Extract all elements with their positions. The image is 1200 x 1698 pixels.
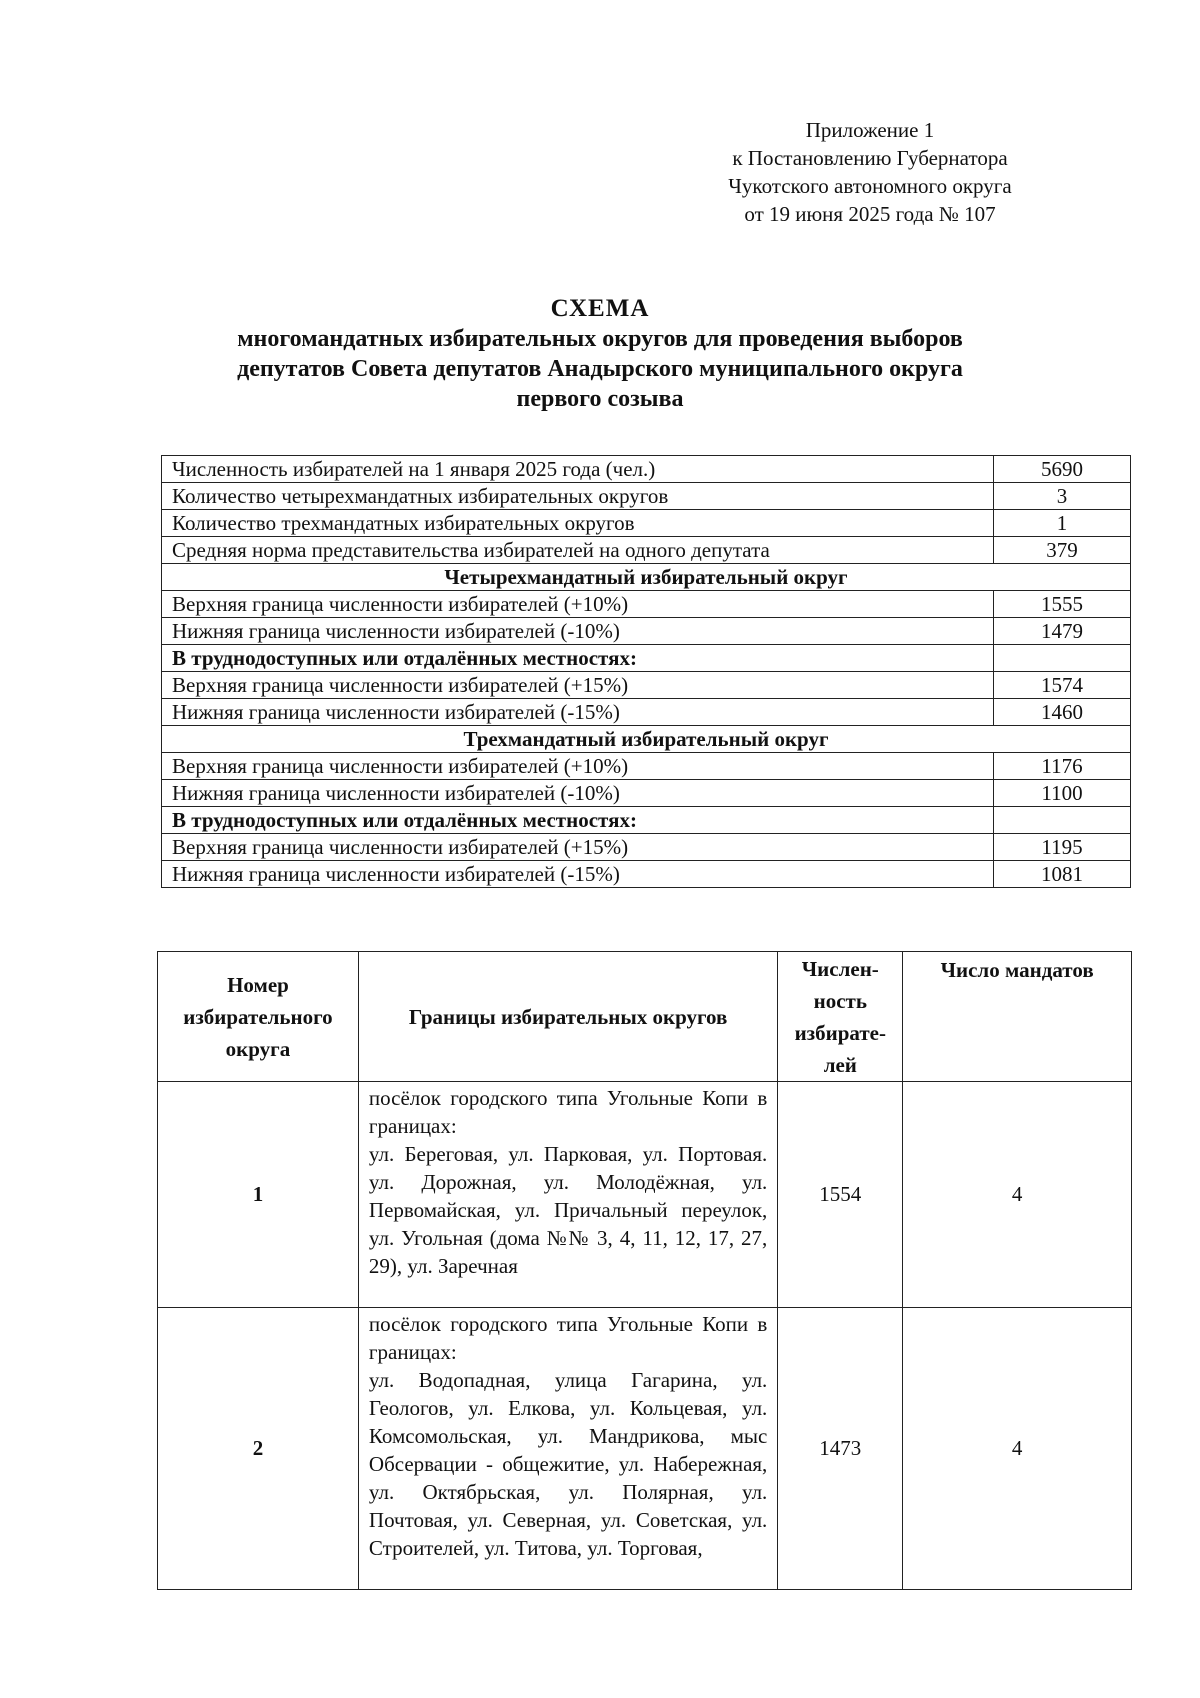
section-row	[162, 726, 1131, 753]
districts-header-row	[158, 952, 1132, 1082]
header-text: избирательного	[183, 1004, 333, 1029]
summary-row	[162, 456, 1131, 483]
summary-value: 1195	[994, 834, 1131, 861]
appendix-line-4: от 19 июня 2025 года № 107	[744, 202, 996, 226]
summary-row	[162, 861, 1131, 888]
four-mandate-heading: Четырехмандатный избирательный округ	[162, 564, 1131, 591]
district-boundaries	[358, 1308, 777, 1590]
header-text: ность	[813, 988, 867, 1013]
boundaries-text: ул. Береговая, ул. Парковая, ул. Портовая. ул. Дорожная, ул. Молодёжная, ул. Первомайская, ул. Причальный переулок, ул. Угольная (дома №№ 3, 4, 11, 12, 17, 27, 29), ул. Заречная	[368, 1142, 768, 1278]
district-population: 1473	[778, 1308, 903, 1590]
district-boundaries	[358, 1082, 777, 1308]
districts-table	[157, 951, 1132, 1590]
district-mandates: 4	[903, 1308, 1132, 1590]
boundaries-intro: посёлок городского типа Угольные Копи в границах:	[368, 1086, 768, 1138]
summary-row	[162, 672, 1131, 699]
summary-label: Количество четырехмандатных избирательных округов	[162, 483, 994, 510]
summary-value: 1	[994, 510, 1131, 537]
summary-row	[162, 807, 1131, 834]
summary-value: 1574	[994, 672, 1131, 699]
summary-value: 5690	[994, 456, 1131, 483]
summary-row	[162, 753, 1131, 780]
header-text: лей	[823, 1052, 857, 1077]
summary-label: Нижняя граница численности избирателей (-10%)	[162, 618, 994, 645]
summary-row	[162, 780, 1131, 807]
summary-value-empty	[994, 645, 1131, 672]
summary-value: 1555	[994, 591, 1131, 618]
summary-row	[162, 537, 1131, 564]
summary-value: 379	[994, 537, 1131, 564]
header-text: избирате-	[794, 1020, 886, 1045]
summary-label: Количество трехмандатных избирательных округов	[162, 510, 994, 537]
summary-value: 3	[994, 483, 1131, 510]
header-mandates: Число мандатов	[903, 952, 1132, 1082]
appendix-header	[700, 116, 1040, 228]
three-mandate-heading: Трехмандатный избирательный округ	[162, 726, 1131, 753]
summary-label: Численность избирателей на 1 января 2025 года (чел.)	[162, 456, 994, 483]
title-sub-1: многомандатных избирательных округов для проведения выборов	[237, 326, 963, 352]
summary-label: Нижняя граница численности избирателей (-10%)	[162, 780, 994, 807]
table-row	[158, 1082, 1132, 1308]
header-population	[778, 952, 903, 1082]
summary-row	[162, 591, 1131, 618]
summary-label: Верхняя граница численности избирателей (+15%)	[162, 834, 994, 861]
header-district-number	[158, 952, 359, 1082]
summary-label: Верхняя граница численности избирателей (+10%)	[162, 753, 994, 780]
remote-heading: В труднодоступных или отдалённых местностях:	[162, 645, 994, 672]
boundaries-intro: посёлок городского типа Угольные Копи в границах:	[368, 1312, 768, 1364]
title-sub-2: депутатов Совета депутатов Анадырского муниципального округа	[237, 356, 963, 382]
summary-row	[162, 510, 1131, 537]
summary-label: Средняя норма представительства избирателей на одного депутата	[162, 537, 994, 564]
appendix-line-3: Чукотского автономного округа	[728, 174, 1012, 198]
summary-row	[162, 618, 1131, 645]
district-mandates: 4	[903, 1082, 1132, 1308]
remote-heading: В труднодоступных или отдалённых местностях:	[162, 807, 994, 834]
summary-table	[161, 455, 1131, 888]
boundaries-text: ул. Водопадная, улица Гагарина, ул. Геологов, ул. Елкова, ул. Кольцевая, ул. Комсомольская, ул. Мандрикова, мыс Обсервации - общежитие, ул. Набережная, ул. Октябрьская, ул. Полярная, ул. Почтовая, ул. Северная, ул. Советская, ул. Строителей, ул. Титова, ул. Торговая,	[368, 1368, 768, 1560]
summary-row	[162, 699, 1131, 726]
summary-value-empty	[994, 807, 1131, 834]
header-boundaries: Границы избирательных округов	[358, 952, 777, 1082]
summary-row	[162, 645, 1131, 672]
header-text: округа	[225, 1036, 291, 1061]
summary-label: Нижняя граница численности избирателей (-15%)	[162, 699, 994, 726]
section-row	[162, 564, 1131, 591]
district-number: 1	[158, 1082, 359, 1308]
title-main: СХЕМА	[550, 295, 650, 322]
title-sub-3: первого созыва	[516, 386, 684, 412]
district-number: 2	[158, 1308, 359, 1590]
appendix-line-2: к Постановлению Губернатора	[732, 146, 1008, 170]
summary-value: 1479	[994, 618, 1131, 645]
summary-label: Нижняя граница численности избирателей (-15%)	[162, 861, 994, 888]
summary-value: 1460	[994, 699, 1131, 726]
appendix-line-1: Приложение 1	[805, 118, 935, 142]
summary-label: Верхняя граница численности избирателей (+15%)	[162, 672, 994, 699]
header-text: Номер	[227, 972, 289, 997]
summary-value: 1176	[994, 753, 1131, 780]
table-row	[158, 1308, 1132, 1590]
document-title	[150, 294, 1050, 414]
summary-row	[162, 483, 1131, 510]
summary-value: 1100	[994, 780, 1131, 807]
header-text: Числен-	[801, 956, 879, 981]
summary-value: 1081	[994, 861, 1131, 888]
summary-label: Верхняя граница численности избирателей (+10%)	[162, 591, 994, 618]
district-population: 1554	[778, 1082, 903, 1308]
summary-row	[162, 834, 1131, 861]
